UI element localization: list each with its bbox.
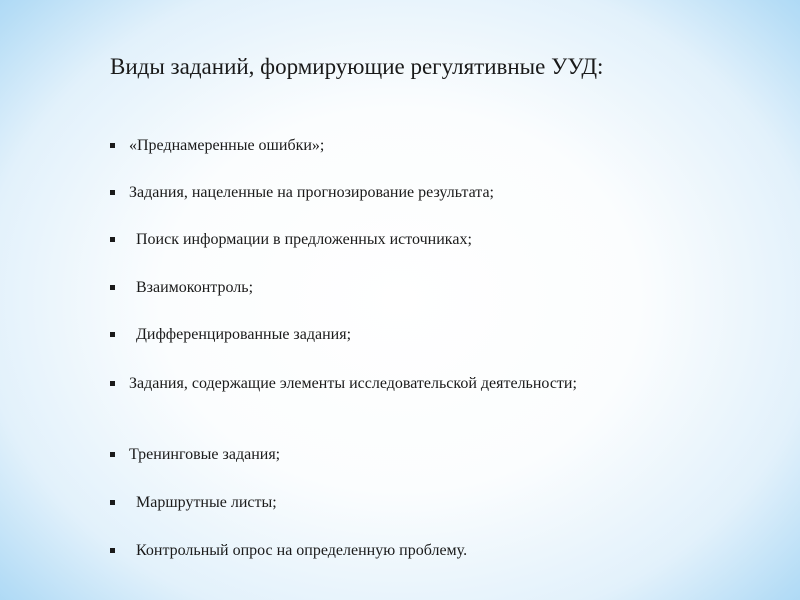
list-item-text: Дифференцированные задания; bbox=[136, 326, 352, 343]
list-item-text: Поиск информации в предложенных источниках; bbox=[136, 231, 472, 248]
list-item-text: Задания, содержащие элементы исследовательской деятельности; bbox=[129, 375, 577, 392]
bullet-icon bbox=[110, 285, 115, 290]
bullet-icon bbox=[110, 548, 115, 553]
bullet-icon bbox=[110, 143, 115, 148]
list-item-text: Взаимоконтроль; bbox=[136, 279, 254, 296]
list-item-text: Маршрутные листы; bbox=[136, 494, 277, 511]
bullet-icon bbox=[110, 332, 115, 337]
list-item-text: «Преднамеренные ошибки»; bbox=[129, 137, 325, 154]
bullet-icon bbox=[110, 190, 115, 195]
bullet-icon bbox=[110, 237, 115, 242]
list-item-text: Контрольный опрос на определенную проблему. bbox=[136, 542, 468, 559]
bullet-icon bbox=[110, 500, 115, 505]
list-item-text: Тренинговые задания; bbox=[129, 446, 281, 463]
slide-title: Виды заданий, формирующие регулятивные УУД: bbox=[110, 54, 604, 79]
list-item-text: Задания, нацеленные на прогнозирование результата; bbox=[129, 184, 494, 201]
bullet-icon bbox=[110, 381, 115, 386]
bullet-icon bbox=[110, 452, 115, 457]
